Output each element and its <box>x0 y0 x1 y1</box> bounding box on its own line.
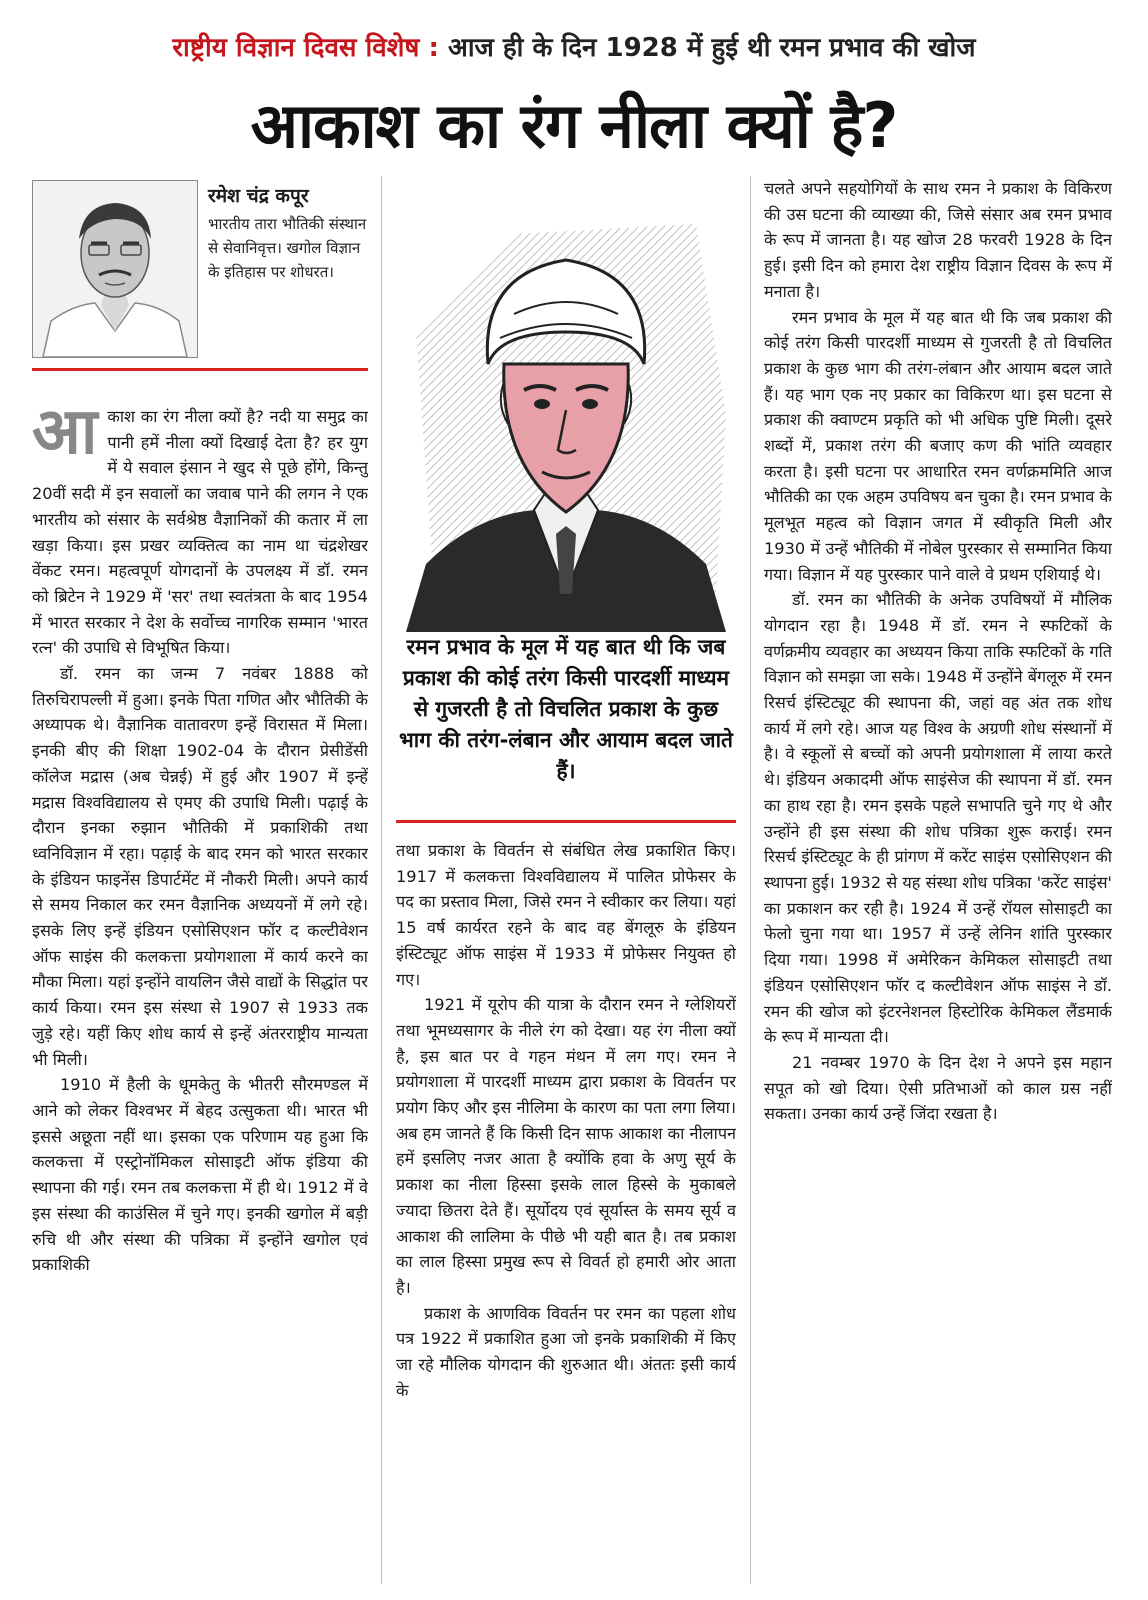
article-column-3 <box>764 176 1112 1584</box>
author-name: रमेश चंद्र कपूर <box>208 185 309 207</box>
article-paragraph: प्रकाश के आणविक विवर्तन पर रमन का पहला शोध पत्र 1922 में प्रकाशित हुआ जो इनके प्रकाशिकी में किए जा रहे मौलिक योगदान की शुरुआत थी। अंततः इसी कार्य के <box>396 1303 736 1400</box>
article-column-1 <box>32 404 368 1584</box>
author-info <box>208 182 368 284</box>
kicker-text: आज ही के दिन 1928 में हुई थी रमन प्रभाव की खोज <box>438 33 976 63</box>
pull-quote-divider <box>396 820 736 823</box>
author-portrait-image <box>33 181 197 357</box>
article-paragraph: डॉ. रमन का जन्म 7 नवंबर 1888 को तिरुचिरापल्ली में हुआ। इनके पिता गणित और भौतिकी के अध्यापक थे। वैज्ञानिक वातावरण इन्हें विरासत में मिला। इनकी बीए की शिक्षा 1902-04 के दौरान प्रेसीडेंसी कॉलेज मद्रास (अब चेन्नई) में हुई और 1907 में इन्हें मद्रास विश्वविद्यालय से एमए की उपाधि मिली। पढ़ाई के दौरान इनका रुझान भौतिकी में प्रकाशिकी तथा ध्वनिविज्ञान में रहा। पढ़ाई के बाद रमन को भारत सरकार के इंडियन फाइनेंस डिपार्टमेंट में नौकरी मिली। अपने कार्य से समय निकाल कर रमन वैज्ञानिक अध्ययनों में लगे रहे। इसके लिए इन्हें इंडियन एसोसिएशन फॉर द कल्टीवेशन ऑफ साइंस की कलकत्ता प्रयोगशाला में कार्य करने का मौका मिला। यहां इन्होंने वायलिन जैसे वाद्यों के सिद्धांत पर कार्य किया। रमन इस संस्था से 1907 से 1933 तक जुड़े रहे। यहीं किए शोध कार्य से इन्हें अंतरराष्ट्रीय मान्यता भी मिली। <box>32 664 368 1069</box>
author-divider <box>32 368 368 371</box>
article-paragraph: 1921 में यूरोप की यात्रा के दौरान रमन ने ग्लेशियरों तथा भूमध्यसागर के नीले रंग को देखा। यह रंग नीला क्यों है, इस बात पर वे गहन मंथन में लग गए। रमन ने प्रयोगशाला में पारदर्शी माध्यम द्वारा प्रकाश के विवर्तन पर प्रयोग किए और इस नीलिमा के कारण का पता लगा लिया। अब हम जानते हैं कि किसी दिन साफ आकाश का नीलापन हमें इसलिए नजर आता है क्योंकि हवा के अणु सूर्य के प्रकाश का नीला हिस्सा इसके लाल हिस्से के मुकाबले ज्यादा छितरा देते हैं। सूर्योदय एवं सूर्यास्त के समय सूर्य व आकाश की लालिमा के पीछे भी यही बात है। तब प्रकाश का लाल हिस्सा प्रमुख रूप से विवर्त हो हमारी ओर आता है। <box>396 995 736 1297</box>
article-paragraph: 21 नवम्बर 1970 के दिन देश ने अपने इस महान सपूत को खो दिया। ऐसी प्रतिभाओं को काल ग्रस नहीं सकता। उनका कार्य उन्हें जिंदा रखता है। <box>764 1052 1112 1124</box>
headline: आकाश का रंग नीला क्यों है? <box>250 89 898 162</box>
column-divider <box>750 176 751 1584</box>
article-column-2 <box>396 838 736 1584</box>
article-paragraph: 1910 में हैली के धूमकेतु के भीतरी सौरमण्डल में आने को लेकर विश्वभर में बेहद उत्सुकता थी। भारत भी इससे अछूता नहीं था। इसका एक परिणाम यह हुआ कि कलकत्ता में एस्ट्रोनॉमिकल सोसाइटी ऑफ इंडिया की स्थापना की गई। रमन तब कलकत्ता में ही थे। 1912 में वे इस संस्था की काउंसिल में चुने गए। इनकी खगोल में बड़ी रुचि थी और संस्था की पत्रिका में इन्होंने खगोल एवं प्रकाशिकी <box>32 1075 368 1275</box>
article-paragraph: तथा प्रकाश के विवर्तन से संबंधित लेख प्रकाशित किए। 1917 में कलकत्ता विश्वविद्यालय में पालित प्रोफेसर के पद का प्रस्ताव मिला, जिसे रमन ने स्वीकार कर लिया। यहां 15 वर्ष कार्यरत रहने के बाद वह बेंगलूरु के इंडियन इंस्टिट्यूट ऑफ साइंस में 1933 में प्रोफेसर नियुक्त हो गए। <box>396 841 736 989</box>
article-paragraph: काश का रंग नीला क्यों है? नदी या समुद्र का पानी हमें नीला क्यों दिखाई देता है? हर युग में ये सवाल इंसान ने खुद से पूछे होंगे, किन्तु 20वीं सदी में इन सवालों का जवाब पाने की लगन ने एक भारतीय को संसार के सर्वश्रेष्ठ वैज्ञानिकों की कतार में ला खड़ा किया। इस प्रखर व्यक्तित्व का नाम था चंद्रशेखर वेंकट रमन। महत्वपूर्ण योगदानों के उपलक्ष्य में डॉ. रमन को ब्रिटेन ने 1929 में 'सर' तथा स्वतंत्रता के बाद 1954 में भारत सरकार ने देश के सर्वोच्च नागरिक सम्मान 'भारत रत्न' की उपाधि से विभूषित किया। <box>32 407 368 658</box>
article-paragraph: चलते अपने सहयोगियों के साथ रमन ने प्रकाश के विकिरण की उस घटना की व्याख्या की, जिसे संसार अब रमन प्रभाव के रूप में जानता है। यह खोज 28 फरवरी 1928 के दिन हुई। इसी दिन को हमारा देश राष्ट्रीय विज्ञान दिवस के रूप में मनाता है। <box>764 179 1112 301</box>
kicker-label: राष्ट्रीय विज्ञान दिवस विशेष : <box>172 33 439 63</box>
author-photo <box>32 180 198 358</box>
article-paragraph: रमन प्रभाव के मूल में यह बात थी कि जब प्रकाश की कोई तरंग किसी पारदर्शी माध्यम से गुजरती है तो विचलित प्रकाश के कुछ भाग की तरंग-लंबान और आयाम बदल जाते हैं। यह भाग एक नए प्रकार का विकिरण था। इस घटना से प्रकाश की क्वाण्टम प्रकृति को भी अधिक पुष्टि मिली। दूसरे शब्दों में, प्रकाश तरंग की बजाए कण की भांति व्यवहार करता है। इसी घटना पर आधारित रमन वर्णक्रममिति आज भौतिकी का एक अहम उपविषय बन चुका है। रमन प्रभाव के मूलभूत महत्व को विज्ञान जगत में स्वीकृति मिली और 1930 में उन्हें भौतिकी में नोबेल पुरस्कार से सम्मानित किया गया। विज्ञान में यह पुरस्कार पाने वाले वे प्रथम एशियाई थे। <box>764 307 1112 584</box>
cv-raman-portrait <box>396 214 736 632</box>
author-bio: भारतीय तारा भौतिकी संस्थान से सेवानिवृत्त। खगोल विज्ञान के इतिहास पर शोधरत। <box>208 215 367 281</box>
column-divider <box>381 176 382 1584</box>
kicker <box>0 28 1148 64</box>
article-paragraph: डॉ. रमन का भौतिकी के अनेक उपविषयों में मौलिक योगदान रहा है। 1948 में डॉ. रमन ने स्फटिकों के वर्णक्रमीय व्यवहार का अध्ययन किया ताकि स्फटिकों के गति विज्ञान को समझा जा सके। 1948 में उन्होंने बेंगलूरु में रमन रिसर्च इंस्टिट्यूट की स्थापना की, जहां वह अंत तक शोध कार्य में लगे रहे। आज यह विश्व के अग्रणी शोध संस्थानों में है। वे स्कूलों से बच्चों को अपनी प्रयोगशाला में लाया करते थे। इंडियन अकादमी ऑफ साइंसेज की स्थापना में डॉ. रमन का हाथ रहा है। रमन इसके पहले सभापति चुने गए थे और उन्होंने ही इस संस्था की शोध पत्रिका शुरू कराई। रमन रिसर्च इंस्टिट्यूट के ही प्रांगण में करेंट साइंस एसोसिएशन की स्थापना हुई। 1932 से यह संस्था शोध पत्रिका 'करेंट साइंस' का प्रकाशन कर रही है। 1924 में उन्हें रॉयल सोसाइटी का फेलो चुना गया था। 1957 में उन्हें लेनिन शांति पुरस्कार दिया गया। 1998 में अमेरिकन केमिकल सोसाइटी तथा इंडियन एसोसिएशन फॉर द कल्टीवेशन ऑफ साइंस ने डॉ. रमन की खोज को इंटरनेशनल हिस्टोरिक केमिकल लैंडमार्क के रूप में मान्यता दी। <box>764 590 1112 1047</box>
drop-cap: आ <box>32 404 98 469</box>
pull-quote: रमन प्रभाव के मूल में यह बात थी कि जब प्रकाश की कोई तरंग किसी पारदर्शी माध्यम से गुजरती है तो विचलित प्रकाश के कुछ भाग की तरंग-लंबान और आयाम बदल जाते हैं। <box>399 635 733 783</box>
